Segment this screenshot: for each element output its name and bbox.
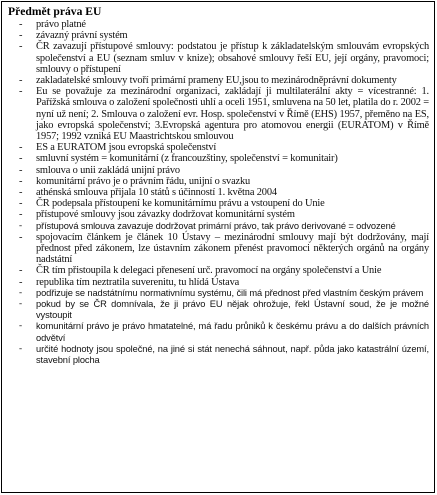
list-item: - smluvní systém = komunitární (z francouzštiny, společenství = komunitair) — [8, 153, 429, 164]
list-item: - přístupové smlouvy jsou závazky dodržovat komunitární systém — [8, 209, 429, 220]
list-item: - zakladatelské smlouvy tvoří primární prameny EU,jsou to mezinárodněprávní dokumenty — [8, 75, 429, 86]
list-item: - smlouva o unii zakládá unijní právo — [8, 165, 429, 176]
list-item: - podřizuje se nadstátnímu normativnímu systému, čili má přednost před vlastním českým právem — [8, 288, 429, 299]
list-item: - pokud by se ČR domnívala, že ji právo EU nějak ohrožuje, řekl Ústavní soud, že je možné vystoupit — [8, 299, 429, 321]
bullet-list — [8, 19, 429, 366]
list-item: - Eu se považuje za mezinárodní organizaci, zakládají ji multilaterální akty = vícestranné: 1. Pařížská smlouva o založení společnosti uhlí a oceli 1951, smluvena na 50 let, platila do r. 2002 = nyní už není; 2. Smlouva o založení evr. Hosp. společenství v Římě (EHS) 1957, přeměno na ES, jako evropská společenství; 3.Evropská agentura pro atomovou energii (EURATOM) v Římě 1957; 1992 vzniká EU Maastrichtskou smlouvou — [8, 86, 429, 142]
list-item: - republika tím neztratila suverenitu, tu hlídá Ústava — [8, 277, 429, 288]
list-item: - právo platné — [8, 19, 429, 30]
list-item: - určité hodnoty jsou společné, na jiné si stát nenechá sáhnout, např. půda jako katastrální území, stavební plocha — [8, 344, 429, 366]
document-frame — [1, 1, 435, 493]
list-item: - ČR zavazují přístupové smlouvy: podstatou je přístup k základatelským smlouvám evropských společenství a EU (seznam smluv v knize); obsahové smlouvy řeší EU, její orgány, pravomoci; smlouvy o přístupení — [8, 41, 429, 75]
list-item: - ES a EURATOM jsou evropská společenství — [8, 142, 429, 153]
list-item: - komunitární právo je právo hmatatelné, má řadu průniků k českému právu a do dalších právních odvětví — [8, 321, 429, 343]
list-item: - ČR podepsala přístoupení ke komunitárnímu právu a vstoupení do Unie — [8, 198, 429, 209]
list-item: - závazný právní systém — [8, 30, 429, 41]
list-item: - komunitární právo je o právním řádu, unijní o svazku — [8, 176, 429, 187]
list-item: - přístupová smlouva zavazuje dodržovat primární právo, tak právo derivované = odvozené — [8, 221, 429, 232]
list-item: - athénská smlouva přijala 10 států s účinností 1. května 2004 — [8, 187, 429, 198]
list-item: - spojovacím článkem je článek 10 Ústavy – mezinárodní smlouvy mají být dodržovány, mají přednost před zákonem, lze ústavním zákonem přenést pravomoci některých orgánů na orgány nadstátní — [8, 232, 429, 266]
document-title: Předmět práva EU — [8, 5, 102, 18]
list-item: - ČR tím přistoupila k delegaci přenesení urč. pravomocí na orgány společenství a Unie — [8, 265, 429, 276]
